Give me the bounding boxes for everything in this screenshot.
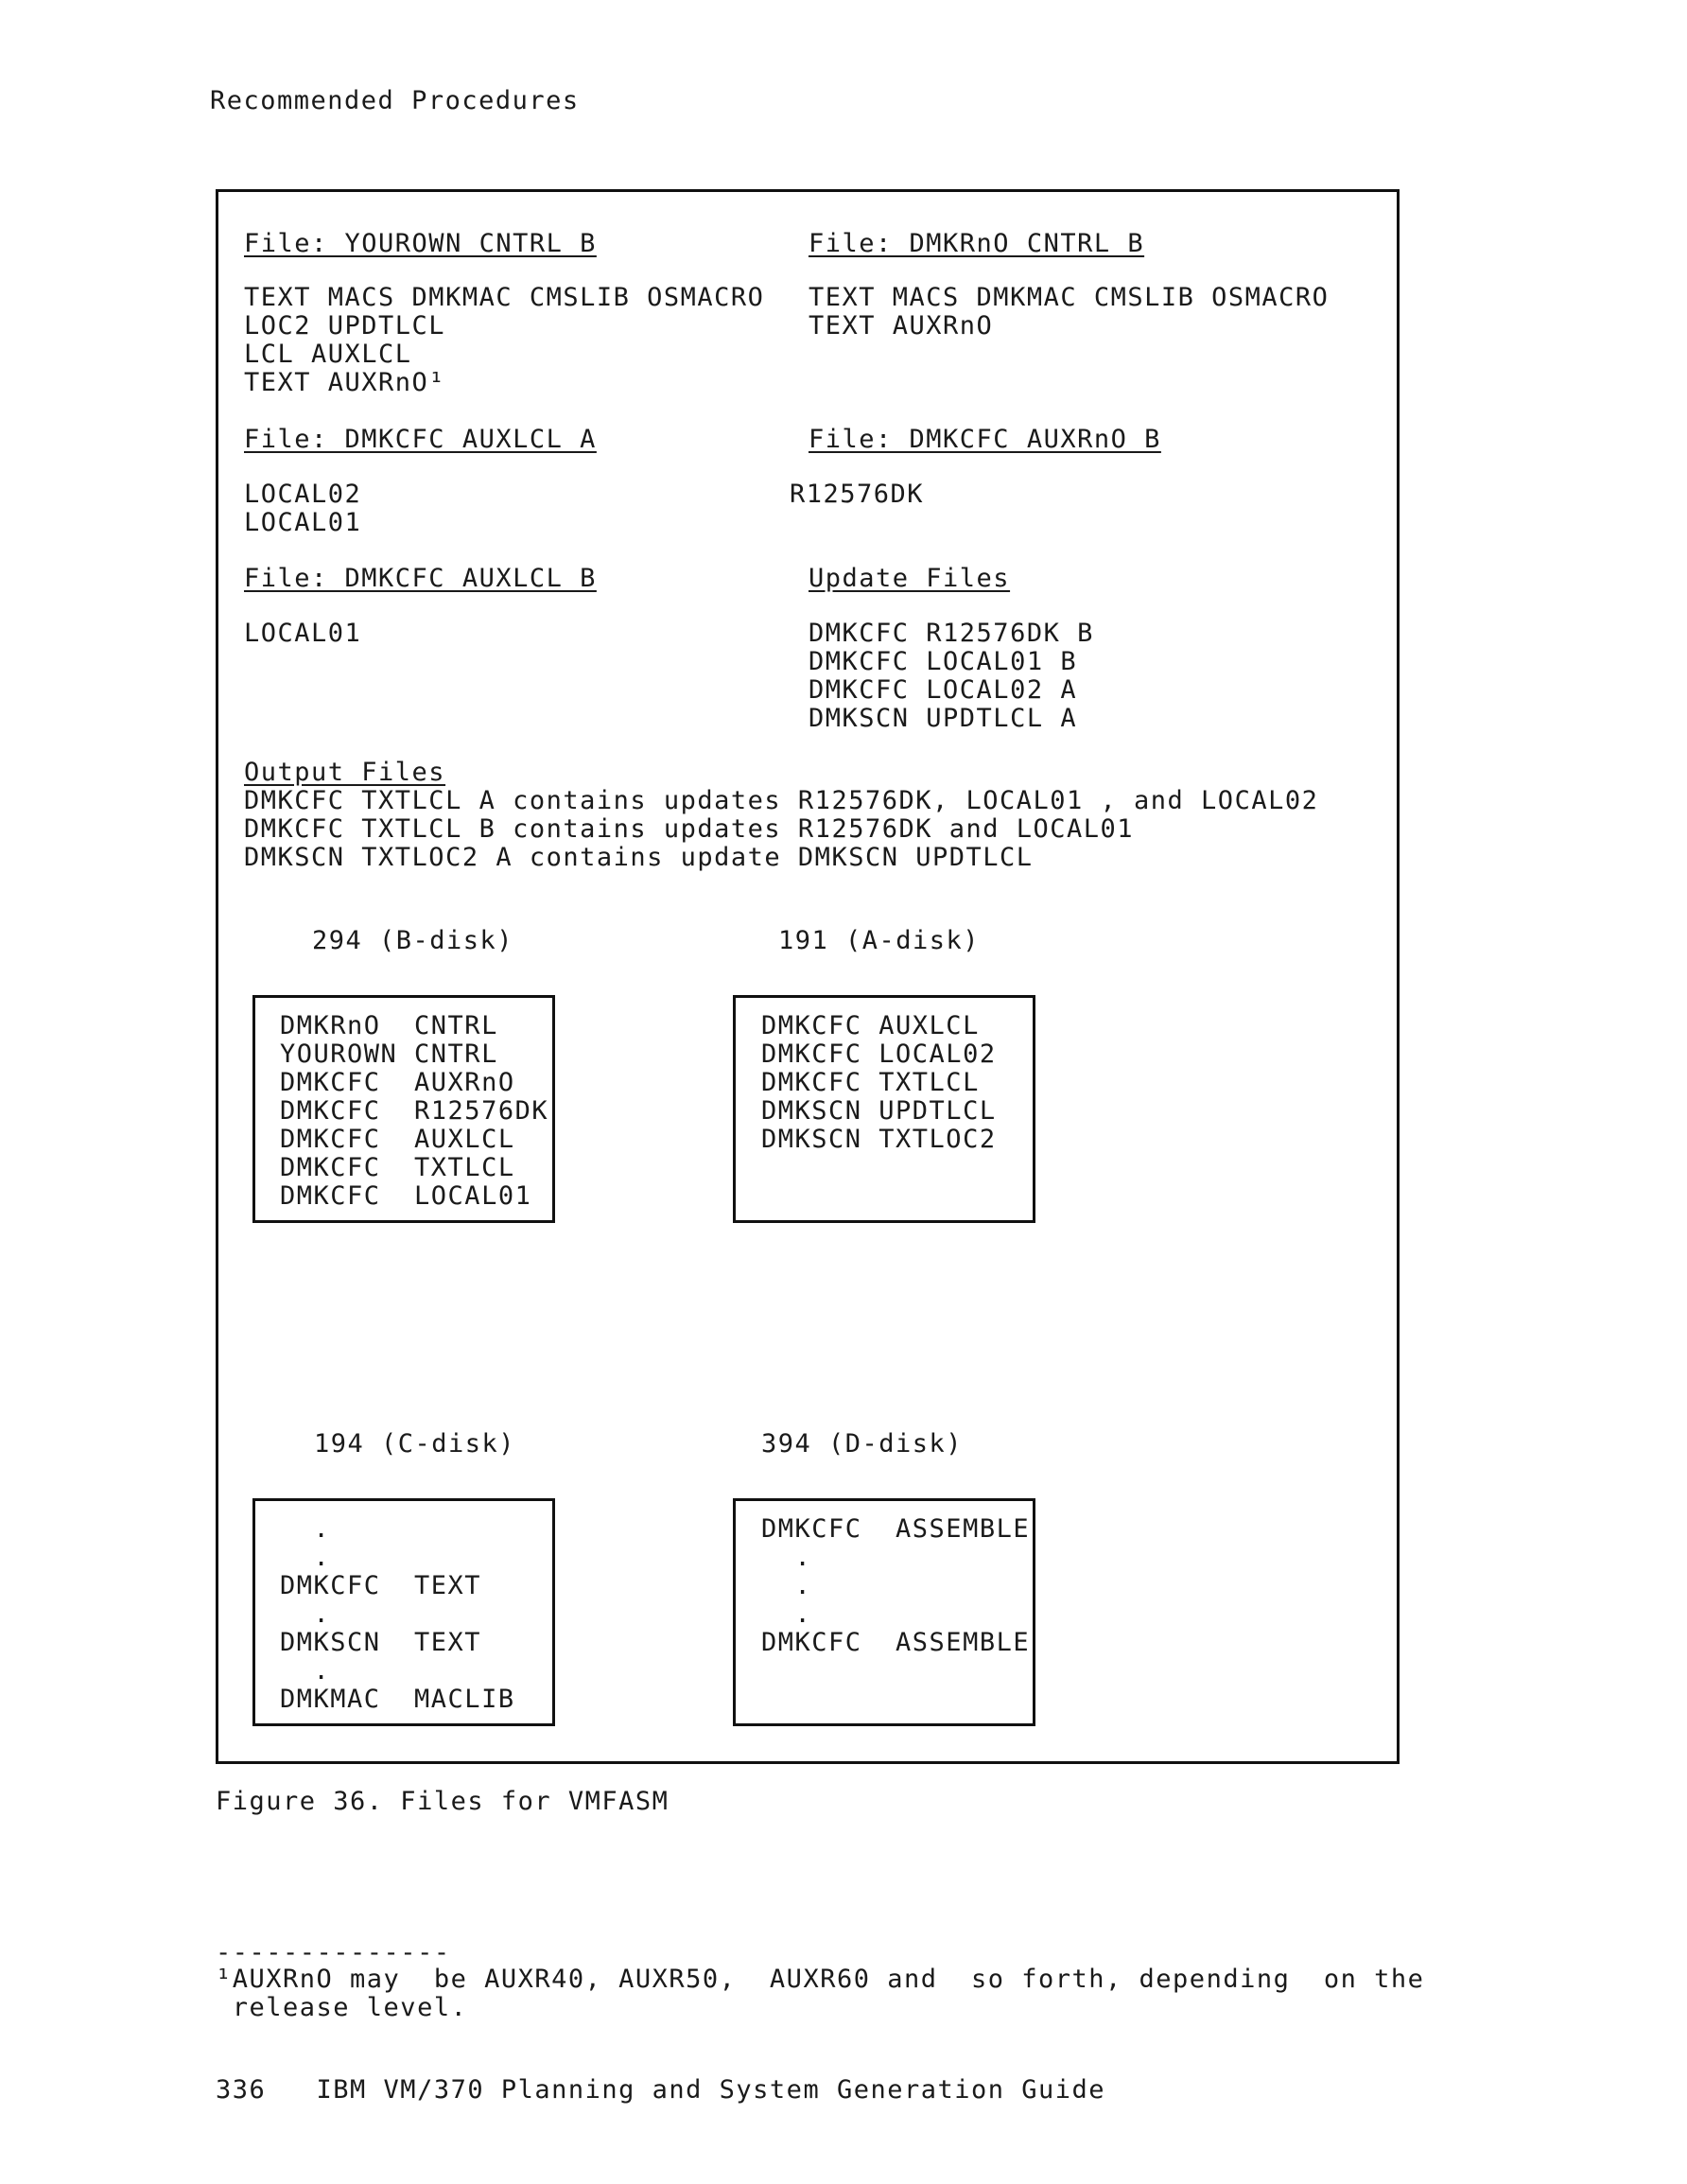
disk-b-entry: YOUROWN CNTRL	[280, 1040, 498, 1069]
disk-c-entry: DMKSCN TEXT	[280, 1628, 482, 1657]
footnote-line: ¹AUXRnO may be AUXR40, AUXR50, AUXR60 and so forth, depending on the	[216, 1965, 1425, 1994]
disk-b-entry: DMKCFC AUXLCL	[280, 1125, 515, 1154]
disk-d-entry: DMKCFC ASSEMBLE	[761, 1628, 1031, 1657]
disk-a-entry: DMKCFC LOCAL02	[761, 1040, 997, 1069]
disk-b-entry: DMKCFC LOCAL01	[280, 1181, 532, 1211]
output-file-line: DMKCFC TXTLCL B contains updates R12576DK and LOCAL01	[244, 814, 1135, 844]
footnote-rule: --------------	[216, 1938, 451, 1967]
auxrn0-b-line: R12576DK	[790, 480, 925, 509]
dmkrn0-line: TEXT MACS DMKMAC CMSLIB OSMACRO	[809, 283, 1330, 312]
section-title-auxlcl-a: File: DMKCFC AUXLCL A	[244, 425, 597, 454]
disk-d-entry: .	[761, 1599, 812, 1629]
disk-c-entry: .	[280, 1599, 331, 1629]
section-title-auxlcl-b: File: DMKCFC AUXLCL B	[244, 564, 597, 593]
auxlcl-a-line: LOCAL02	[244, 480, 362, 509]
yourown-line: TEXT MACS DMKMAC CMSLIB OSMACRO	[244, 283, 765, 312]
page-header: Recommended Procedures	[210, 86, 580, 115]
disk-c-entry: DMKCFC TEXT	[280, 1571, 482, 1600]
disk-label-a: 191 (A-disk)	[778, 926, 981, 955]
disk-d-entry: .	[761, 1571, 812, 1600]
yourown-line: LOC2 UPDTLCL	[244, 311, 446, 341]
section-title-dmkrn0: File: DMKRnO CNTRL B	[809, 229, 1145, 258]
disk-c-entry: .	[280, 1543, 331, 1572]
disk-label-c: 194 (C-disk)	[314, 1429, 516, 1459]
disk-c-entry: .	[280, 1656, 331, 1686]
disk-c-entry: DMKMAC MACLIB	[280, 1685, 515, 1714]
update-file-line: DMKCFC R12576DK B	[809, 619, 1094, 648]
disk-a-entry: DMKCFC AUXLCL	[761, 1011, 980, 1040]
figure-caption: Figure 36. Files for VMFASM	[216, 1787, 670, 1816]
disk-a-entry: DMKCFC TXTLCL	[761, 1068, 980, 1097]
output-file-line: DMKCFC TXTLCL A contains updates R12576DK, LOCAL01 , and LOCAL02	[244, 786, 1319, 815]
disk-b-entry: DMKCFC AUXRnO	[280, 1068, 515, 1097]
auxlcl-b-line: LOCAL01	[244, 619, 362, 648]
section-title-update-files: Update Files	[809, 564, 1011, 593]
section-title-output-files: Output Files	[244, 758, 446, 787]
yourown-line: TEXT AUXRnO¹	[244, 368, 446, 397]
section-title-yourown: File: YOUROWN CNTRL B	[244, 229, 597, 258]
update-file-line: DMKCFC LOCAL01 B	[809, 647, 1078, 676]
yourown-line: LCL AUXLCL	[244, 340, 412, 369]
dmkrn0-line: TEXT AUXRnO	[809, 311, 994, 341]
disk-d-entry: .	[761, 1543, 812, 1572]
disk-b-entry: DMKCFC R12576DK	[280, 1096, 549, 1126]
footnote-line: release level.	[216, 1993, 468, 2022]
auxlcl-a-line: LOCAL01	[244, 508, 362, 537]
disk-c-entry: .	[280, 1514, 331, 1544]
disk-label-b: 294 (B-disk)	[312, 926, 514, 955]
disk-a-entry: DMKSCN UPDTLCL	[761, 1096, 997, 1126]
update-file-line: DMKSCN UPDTLCL A	[809, 704, 1078, 733]
output-file-line: DMKSCN TXTLOC2 A contains update DMKSCN UPDTLCL	[244, 843, 1034, 872]
disk-label-d: 394 (D-disk)	[761, 1429, 964, 1459]
section-title-auxrn0-b: File: DMKCFC AUXRnO B	[809, 425, 1161, 454]
page-footer: 336 IBM VM/370 Planning and System Generation Guide	[216, 2075, 1106, 2105]
disk-a-entry: DMKSCN TXTLOC2	[761, 1125, 997, 1154]
update-file-line: DMKCFC LOCAL02 A	[809, 675, 1078, 705]
disk-b-entry: DMKCFC TXTLCL	[280, 1153, 515, 1182]
disk-b-entry: DMKRnO CNTRL	[280, 1011, 498, 1040]
disk-d-entry: DMKCFC ASSEMBLE	[761, 1514, 1031, 1544]
